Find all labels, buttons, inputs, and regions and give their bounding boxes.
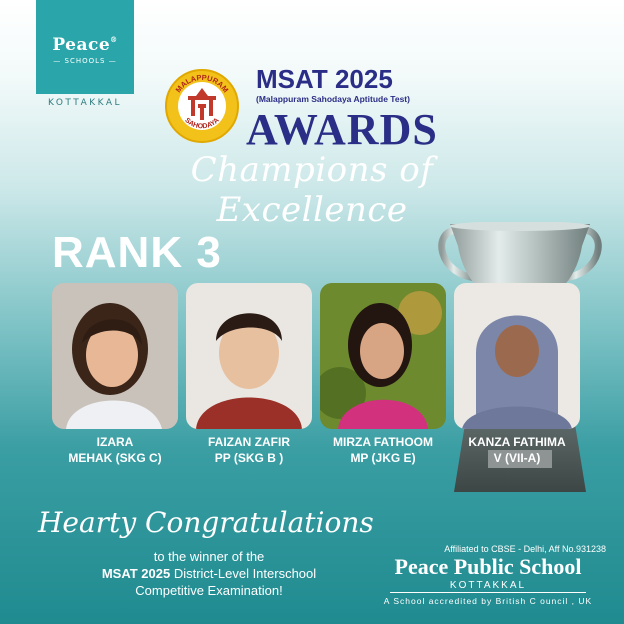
accreditation-text: A School accredited by British C ouncil , UK	[383, 596, 593, 606]
logo-place: KOTTAKKAL	[47, 98, 123, 108]
school-name: Peace Public School	[394, 554, 582, 579]
footer-divider	[390, 592, 586, 593]
congrats-message	[64, 548, 354, 599]
winner-photo-3	[320, 283, 446, 429]
winner-name-3: MIRZA FATHOOM MP (JKG E)	[333, 435, 433, 465]
winner-photo-4	[454, 283, 580, 429]
school-place: KOTTAKKAL	[449, 580, 527, 591]
emblem-top-text: MALAPPURAM	[173, 72, 231, 95]
winner-name-1: IZARA MEHAK (SKG C)	[68, 435, 162, 465]
emblem-bottom-text: SAHODAYA	[183, 116, 221, 131]
congrats-line-2: MSAT 2025 District-Level Interschool	[101, 566, 317, 581]
msat-title: MSAT 2025	[256, 64, 393, 94]
congrats-line-1: to the winner of the	[153, 549, 265, 564]
affiliation-text: Affiliated to CBSE - Delhi, Aff No.931238	[444, 544, 606, 554]
congrats-heading: Hearty Congratulations	[38, 506, 374, 539]
rank-label: RANK 3	[52, 228, 222, 277]
winner-name-2: FAIZAN ZAFIR PP (SKG B )	[208, 435, 290, 465]
school-logo	[36, 0, 134, 94]
congrats-line-3: Competitive Examination!	[135, 583, 283, 598]
logo-registered: ®	[110, 35, 118, 44]
logo-brand: Peace	[52, 35, 111, 55]
winner-photo-1	[52, 283, 178, 429]
logo-schools-text: — SCHOOLS —	[53, 57, 117, 65]
msat-subtitle: (Malappuram Sahodaya Aptitude Test)	[256, 94, 410, 104]
tagline: Champions of Excellence	[190, 150, 434, 230]
sahodaya-emblem	[164, 68, 240, 144]
winner-name-4: KANZA FATHIMA V (VII-A)	[468, 435, 566, 465]
winner-photo-2	[186, 283, 312, 429]
awards-heading: AWARDS	[246, 105, 438, 154]
